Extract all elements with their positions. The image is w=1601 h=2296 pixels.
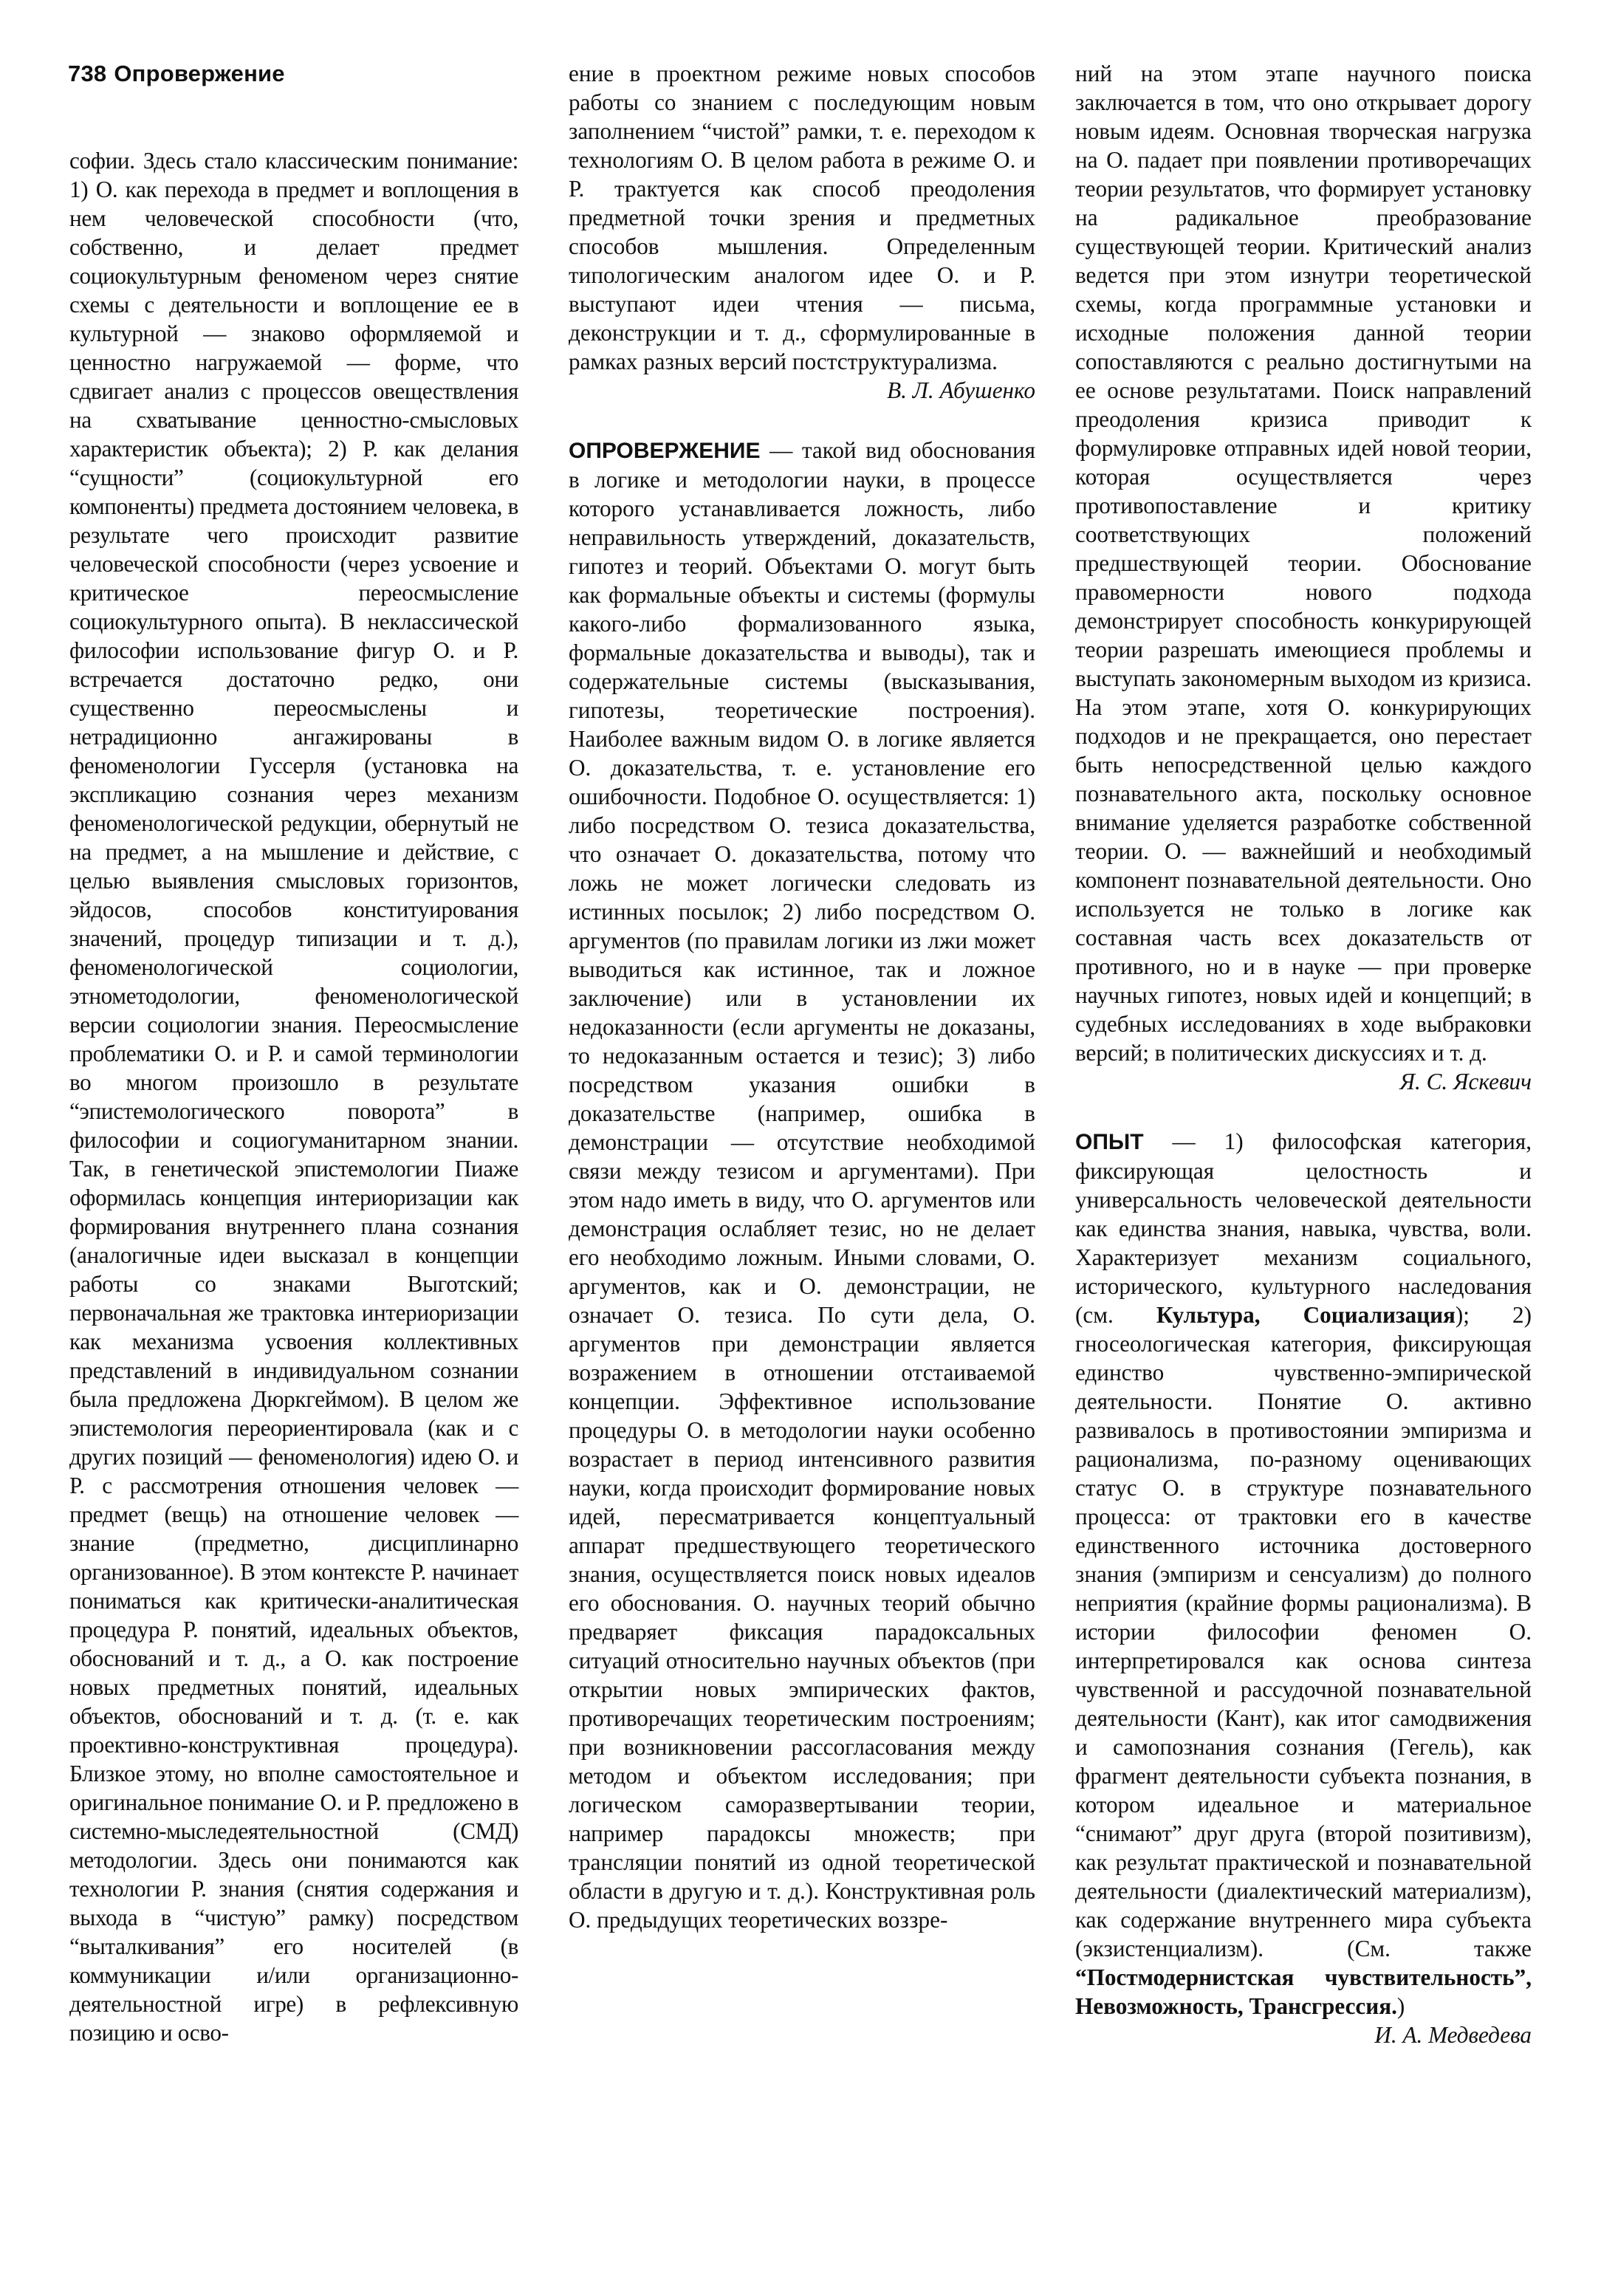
author-signature: В. Л. Абушенко xyxy=(887,377,1035,403)
paragraph: ение в проектном режиме новых способов работы со знанием с последующим новым заполнением “чистой” рамки, т. е. переходом к технологиям О. В целом работа в режиме О. и Р. трактуется как способ преодоления предметной точки зрения и предметных способов мышления. Определенным типологическим аналогом идее О. и Р. выступают идеи чтения — письма, деконструкции и т. д., сформулированные в рамках разных версий постструктурализма. xyxy=(569,61,1035,374)
entry-body: — такой вид обоснования в логике и методологии науки, в процессе которого устанавливается ложность, либо неправильность утверждений, доказательств, гипотез и теорий. Объектами О. могут быть как формальные объекты и системы (формулы какого-либо формализованного языка, формальные доказательства и выводы), так и содержательные системы (высказывания, гипотезы, теоретические построения). Наиболее важным видом О. в логике является О. доказательства, т. е. установление его ошибочности. Подобное О. осуществляется: 1) либо посредством О. тезиса доказательства, что означает О. доказательства, потому что ложь не может логически следовать из истинных посылок; 2) либо посредством О. аргументов (по правилам логики из лжи может выводиться как истинное, так и ложное заключение) или в установлении их недоказанности (если аргументы не доказаны, то недоказанным остается и тезис); 3) либо посредством указания ошибки в доказательстве (например, ошибка в демонстрации — отсутствие необходимой связи между тезисом и аргументами). При этом надо иметь в виду, что О. аргументов или демонстрация ослабляет тезис, но не делает его необходимо ложным. Иными словами, О. аргументов, как и О. демонстрации, не означает О. тезиса. По сути дела, О. аргументов при демонстрации является возражением в отношении отстаиваемой концепции. Эффективное использование процедуры О. в методологии науки особенно возрастает в период интенсивного развития науки, когда происходит формирование новых идей, пересматривается концептуальный аппарат предшествующего теоретического знания, осуществляется поиск новых идеалов его обоснования. О. научных теорий обычно предваряет фиксация парадоксальных ситуаций относительно научных объектов (при открытии новых эмпирических фактов, противоречащих теоретическим построениям; при возникновении рассогласования между методом и объектом исследования; при логическом саморазвертывании теории, например парадоксы множеств; при трансляции понятий из одной теоретической области в другую и т. д.). Конструктивная роль О. предыдущих теоретических воззре- xyxy=(569,437,1035,1933)
entry-body: ) xyxy=(1396,1993,1405,2019)
section-title: Опровержение xyxy=(114,61,285,86)
entry-heading: ОПРОВЕРЖЕНИЕ xyxy=(569,439,761,463)
author-signature: И. А. Медведева xyxy=(1374,2022,1532,2048)
text-column-1 xyxy=(69,146,518,2047)
author-signature: Я. С. Яскевич xyxy=(1399,1069,1532,1094)
page-number: 738 xyxy=(68,61,107,86)
text-column-3 xyxy=(1075,59,1532,2049)
entry-refutation xyxy=(569,436,1035,1934)
entry-experience xyxy=(1075,1127,1532,2021)
entry-body: — 1) философская категория, фиксирующая целостность и универсальность человеческой деятельности как единства знания, навыка, чувства, воли. Характеризует механизм социального, исторического, культурного наследования (см. xyxy=(1075,1128,1532,1328)
cross-reference[interactable]: “Постмодернистская чувствительность”, Невозможность, Трансгрессия. xyxy=(1075,1964,1532,2019)
entry-body: ); 2) гносеологическая категория, фиксирующая единство чувственно-эмпирической деятельности. Понятие О. активно развивалось в противостоянии эмпиризма и рационализма, по-разному оценивающих статус О. в структуре познавательного процесса: от трактовки его в качестве единственного источника достоверного знания (эмпиризм и сенсуализм) до полного неприятия (крайние формы рационализма). В истории философии феномен О. интерпретировался как основа синтеза чувственной и рассудочной познавательной деятельности (Кант), как итог самодвижения и самопознания сознания (Гегель), как фрагмент деятельности субъекта познания, в котором идеальное и материальное “снимают” друг друга (второй позитивизм), как результат практической и познавательной деятельности (диалектический материализм), как содержание внутреннего мира субъекта (экзистенциализм). (См. также xyxy=(1075,1302,1532,1961)
text-column-2 xyxy=(569,59,1035,1934)
cross-reference[interactable]: Культура, Социализация xyxy=(1156,1302,1456,1328)
paragraph: софии. Здесь стало классическим понимание: 1) О. как перехода в предмет и воплощения в нем человеческой способности (что, собственно, и делает предмет социокультурным феноменом через снятие схемы с деятельности и воплощение ее в культурной — знаково оформляемой и ценностно нагружаемой — форме, что сдвигает анализ с процессов овеществления на схватывание ценностно-смысловых характеристик объекта); 2) Р. как делания “сущности” (социокультурной его компоненты) предмета достоянием человека, в результате чего происходит развитие человеческой способности (через усвоение и критическое переосмысление социокультурного опыта). В неклассической философии использование фигур О. и Р. встречается достаточно редко, они существенно переосмыслены и нетрадиционно ангажированы в феноменологии Гуссерля (установка на экспликацию сознания через механизм феноменологической редукции, обернутый не на предмет, а на мышление и действие, с целью выявления смысловых горизонтов, эйдосов, способов конституирования значений, процедур типизации и т. д.), феноменологической социологии, этнометодологии, феноменологической версии социологии знания. Переосмысление проблематики О. и Р. и самой терминологии во многом произошло в результате “эпистемологического поворота” в философии и социогуманитарном знании. Так, в генетической эпистемологии Пиаже оформилась концепция интериоризации как формирования внутреннего плана сознания (аналогичные идеи высказал в концепции работы со знаками Выготский; первоначальная же трактовка интериоризации как механизма усвоения коллективных представлений в индивидуальном сознании была предложена Дюркгеймом). В целом же эпистемология переориентировала (как и с других позиций — феноменология) идею О. и Р. с рассмотрения отношения человек — предмет (вещь) на отношение человек — знание (предметно, дисциплинарно организованное). В этом контексте Р. начинает пониматься как критически-аналитическая процедура Р. понятий, идеальных объектов, обоснований и т. д., а О. как построение новых предметных понятий, идеальных объектов, обоснований и т. д. (т. е. как проективно-конструктивная процедура). Близкое этому, но вполне самостоятельное и оригинальное понимание О. и Р. предложено в системно-мыследеятельностной (СМД) методологии. Здесь они понимаются как технологии Р. знания (снятия содержания и выхода в “чистую” рамку) посредством “выталкивания” его носителей (в коммуникации и/или организационно-деятельностной игре) в рефлексивную позицию и осво- xyxy=(69,148,518,2046)
running-head xyxy=(68,61,285,87)
entry-heading: ОПЫТ xyxy=(1075,1130,1144,1154)
paragraph: ний на этом этапе научного поиска заключается в том, что оно открывает дорогу новым идеям. Основная творческая нагрузка на О. падает при появлении противоречащих теории результатов, что формирует установку на радикальное преобразование существующей теории. Критический анализ ведется при этом изнутри теоретической схемы, когда программные установки и исходные положения данной теории сопоставляются с реально достигнутыми на ее основе результатами. Поиск направлений преодоления кризиса приводит к формулировке отправных идей новой теории, которая осуществляется через противопоставление и критику соответствующих положений предшествующей теории. Обоснование правомерности нового подхода демонстрирует способность конкурирующей теории разрешать имеющиеся проблемы и выступать закономерным выходом из кризиса. На этом этапе, хотя О. конкурирующих подходов и не прекращается, оно перестает быть непосредственной целью каждого познавательного акта, поскольку основное внимание уделяется разработке собственной теории. О. — важнейший и необходимый компонент познавательной деятельности. Оно используется не только в логике как составная часть всех доказательств от противного, но и в науке — при проверке научных гипотез, новых идей и концепций; в судебных исследованиях в ходе выбраковки версий; в политических дискуссиях и т. д. xyxy=(1075,61,1532,1066)
